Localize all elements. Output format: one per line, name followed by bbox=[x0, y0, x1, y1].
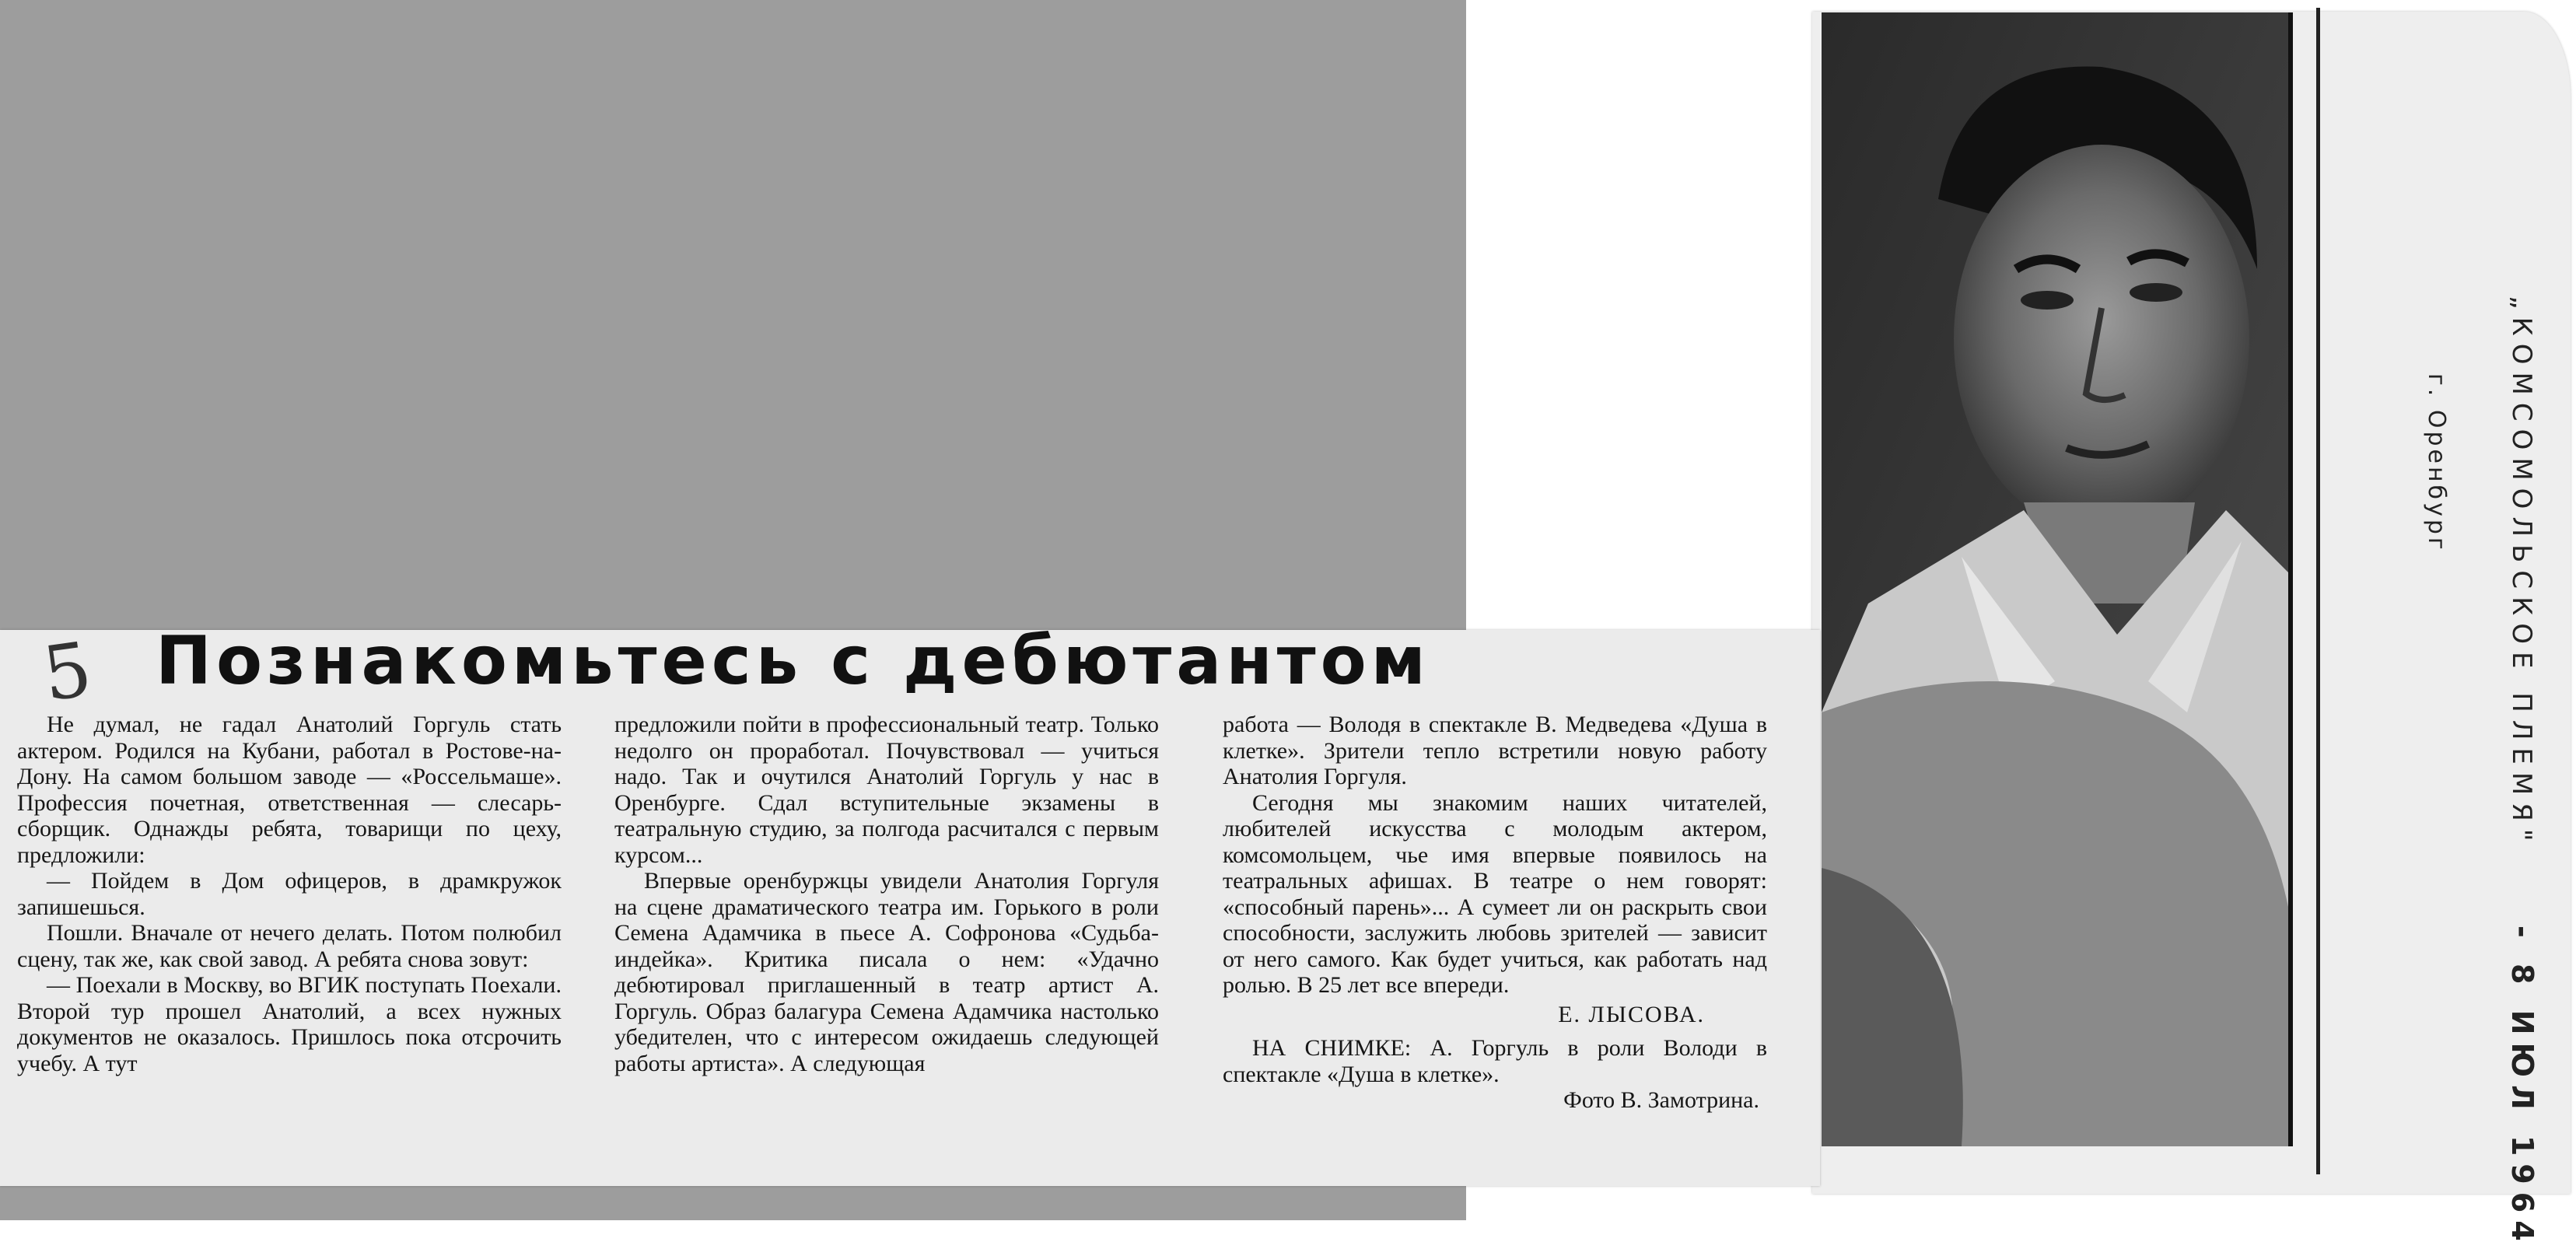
date-stamp: - 8 ИЮЛ 1964 bbox=[2505, 925, 2539, 1249]
paragraph: Сегодня мы знакомим наших читателей, любителей искусства с молодым актером, комсомольцем, чье имя впервые появилось на театральных афишах. В театре о нем говорят: «способный парень»... А сумеет ли он раскрыть свои способности, заслужить любовь зрителей — зависит от него самого. Как будет учиться, как работать над ролью. В 25 лет все впереди. bbox=[1223, 789, 1767, 998]
newspaper-stamp: „КОМСОМОЛЬСКОЕ ПЛЕМЯ" bbox=[2506, 296, 2537, 849]
article-column-1 bbox=[17, 712, 562, 1076]
photo-credit: Фото В. Замотрина. bbox=[1563, 1087, 1759, 1113]
paragraph: Впервые оренбуржцы увидели Анатолия Горгуля на сцене драматического театра им. Горького в роли Семена Адамчика в пьесе А. Софронова «Судьба-индейка». Критика писала о нем: «Удачно дебютировал приглашенный в театр артист А. Горгуль. Образ балагура Семена Адамчика настолько убедителен, что с интересом ожидаешь следующей работы артиста». А следующая bbox=[614, 868, 1159, 1076]
paragraph: — Пойдем в Дом офицеров, в драмкружок запишешься. bbox=[17, 868, 562, 920]
paragraph: работа — Володя в спектакле В. Медведева «Душа в клетке». Зрители тепло встретили новую работу Анатолия Горгуля. bbox=[1223, 712, 1767, 789]
paragraph: Пошли. Вначале от нечего делать. Потом полюбил сцену, так же, как свой завод. А ребята снова зовут: bbox=[17, 920, 562, 972]
photo-caption: НА СНИМКЕ: А. Горгуль в роли Володи в спектакле «Душа в клетке». bbox=[1223, 1035, 1767, 1087]
city-stamp: г. Оренбург bbox=[2423, 373, 2450, 553]
handwritten-mark: 5 bbox=[37, 625, 97, 719]
paragraph: — Поехали в Москву, во ВГИК поступать Поехали. Второй тур прошел Анатолий, а всех нужных документов не оказалось. Пришлось пока отсрочить учебу. А тут bbox=[17, 972, 562, 1076]
paragraph: Не думал, не гадал Анатолий Горгуль стать актером. Родился на Кубани, работал в Ростове-на-Дону. На самом большом заводе — «Россельмаше». Профессия почетная, ответственная — слесарь-сборщик. Однажды ребята, товарищи по цеху, предложили: bbox=[17, 712, 562, 868]
author-signature: Е. ЛЫСОВА. bbox=[1558, 1001, 1705, 1027]
photo-frame-line bbox=[2316, 8, 2320, 1174]
article-column-3 bbox=[1223, 712, 1767, 1114]
article-column-2 bbox=[614, 712, 1159, 1076]
article-headline: Познакомьтесь с дебютантом bbox=[156, 622, 1430, 700]
actor-photo bbox=[1822, 12, 2293, 1146]
paragraph: предложили пойти в профессиональный театр. Только недолго он проработал. Почувствовал — учиться надо. Так и очутился Анатолий Горгуль у нас в Оренбурге. Сдал вступительные экзамены в театральную студию, за полгода расчитался с первым курсом... bbox=[614, 712, 1159, 868]
